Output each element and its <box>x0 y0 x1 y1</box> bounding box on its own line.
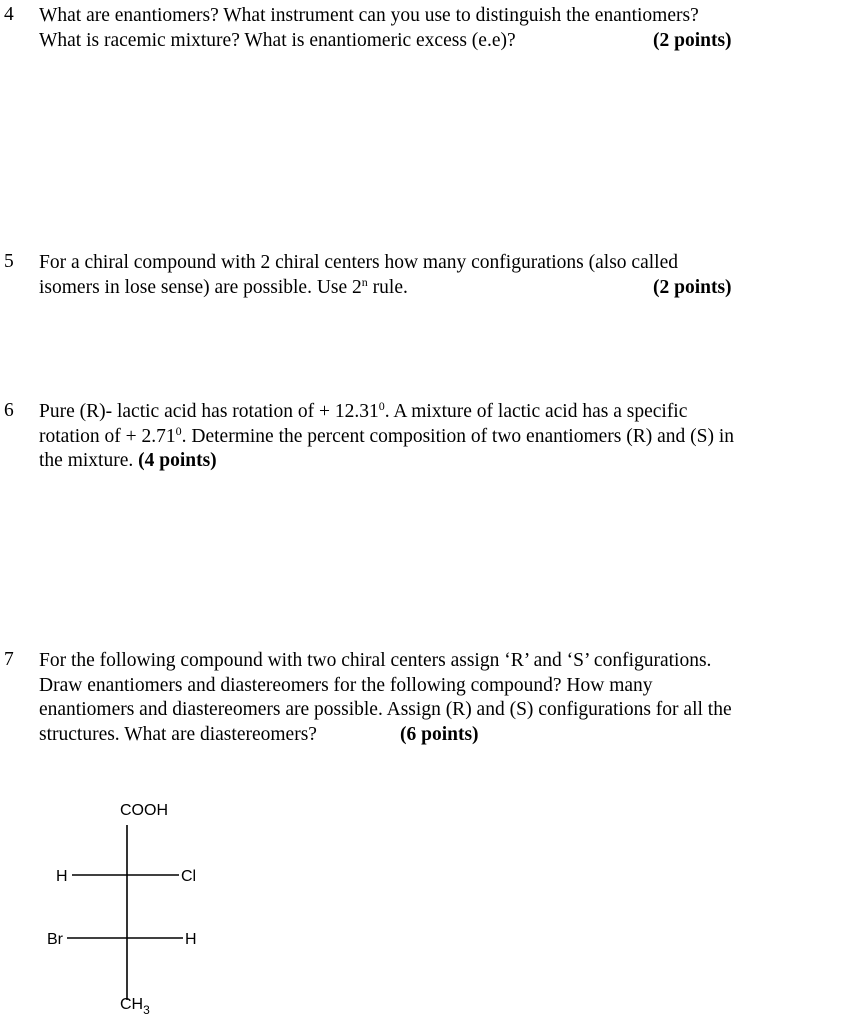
group-c2-right-h: H <box>185 931 197 948</box>
group-c1-right-cl: Cl <box>181 868 197 885</box>
question-number: 4 <box>4 4 14 25</box>
question-number: 7 <box>4 649 14 670</box>
group-bottom-ch3: $CH_3$ <box>120 996 150 1017</box>
question-line: the mixture. (4 points) <box>39 450 217 472</box>
question-line: structures. What are diastereomers? (6 points) <box>39 723 732 748</box>
question-line: enantiomers and diastereomers are possible. Assign (R) and (S) configurations for all the <box>39 699 732 721</box>
question-line: isomers in lose sense) are possible. Use 2$^n$ rule. (2 points) <box>39 276 678 301</box>
question-number: 6 <box>4 400 14 421</box>
points-label: (2 points) <box>653 29 732 51</box>
question-line: What is racemic mixture? What is enantiomeric excess (e.e)? (2 points) <box>39 29 699 54</box>
question-number: 5 <box>4 251 14 272</box>
points-label: (6 points) <box>400 723 479 745</box>
question-line: rotation of + $2.71^0$. Determine the percent composition of two enantiomers (R) and (S) in <box>39 423 735 447</box>
question-line: For the following compound with two chiral centers assign ‘R’ and ‘S’ configurations. <box>39 650 712 671</box>
question-line: Draw enantiomers and diastereomers for the following compound? How many <box>39 674 653 696</box>
fischer-projection <box>0 780 300 1035</box>
points-label: (2 points) <box>653 276 732 298</box>
question-text <box>39 4 732 53</box>
question-line: For a chiral compound with 2 chiral centers how many configurations (also called <box>39 252 678 273</box>
group-top-cooh: COOH <box>120 802 168 819</box>
points-label: (4 points) <box>138 450 217 472</box>
question-line: Pure (R)- lactic acid has rotation of + $12.31^0$. A mixture of lactic acid has a specific <box>39 399 688 422</box>
question-text <box>39 400 734 474</box>
question-text <box>39 649 732 747</box>
group-c2-left-br: Br <box>47 931 63 948</box>
group-c1-left-h: H <box>56 868 68 885</box>
question-text <box>39 251 732 300</box>
question-line: What are enantiomers? What instrument can you use to distinguish the enantiomers? <box>39 5 699 26</box>
